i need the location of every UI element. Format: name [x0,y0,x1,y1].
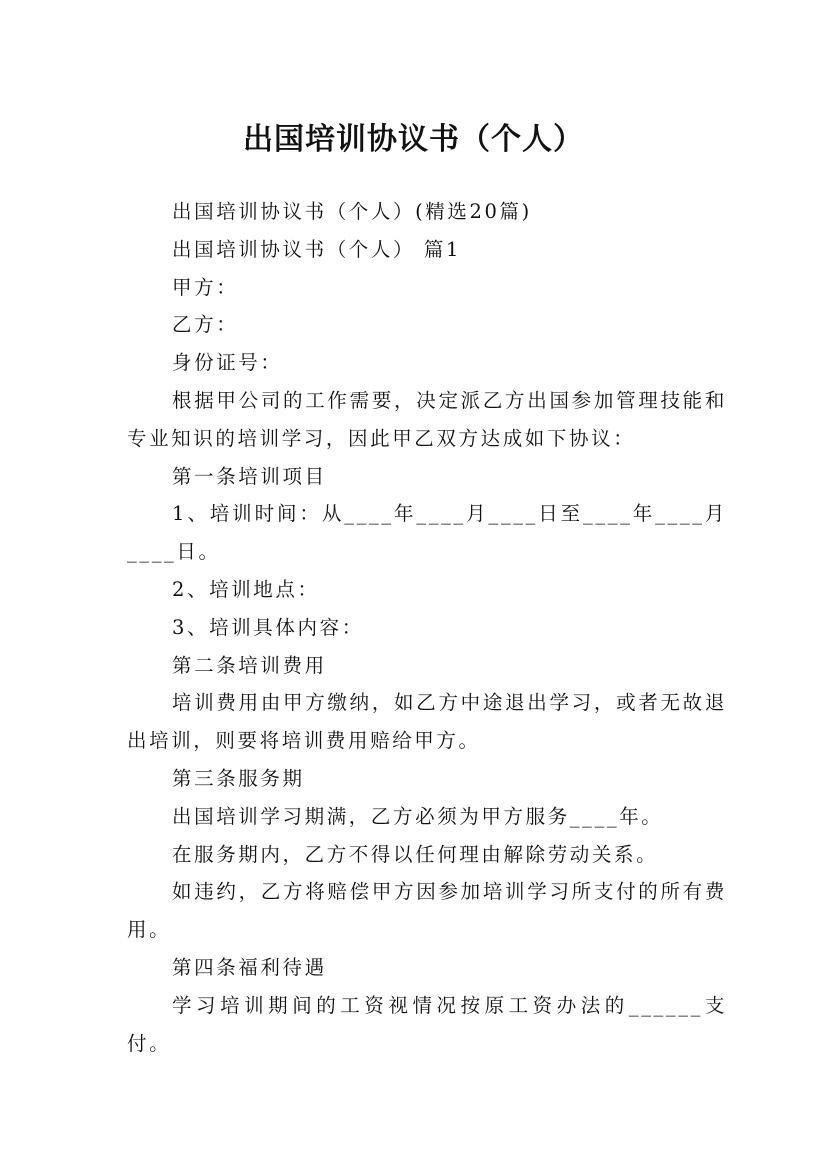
party-b-line: 乙方： [172,313,239,337]
intro-paragraph: 根据甲公司的工作需要，决定派乙方出国参加管理技能和专业知识的培训学习，因此甲乙双方达成如下协议： [127,388,727,450]
breach-compensation-paragraph: 如违约，乙方将赔偿甲方因参加培训学习所支付的所有费用。 [127,880,727,942]
service-period-line: 出国培训学习期满，乙方必须为甲方服务____年。 [172,804,664,828]
id-number-line: 身份证号： [172,351,283,375]
document-title: 出国培训协议书（个人） [243,122,584,158]
training-content-line: 3、培训具体内容： [172,615,364,639]
salary-payment-line: 学习培训期间的工资视情况按原工资办法的______支付。 [127,993,727,1055]
paragraph-section-heading: 出国培训协议书（个人） 篇1 [172,237,462,261]
article-4-heading: 第四条福利待遇 [172,955,327,979]
training-time-line: 1、培训时间：从____年____月____日至____年____月____日。 [127,502,727,564]
article-1-heading: 第一条培训项目 [172,464,327,488]
article-3-heading: 第三条服务期 [172,766,305,790]
document-body [127,193,727,1062]
training-fee-paragraph: 培训费用由甲方缴纳，如乙方中途退出学习，或者无故退出培训，则要将培训费用赔给甲方。 [127,691,727,753]
training-location-line: 2、培训地点： [172,577,320,601]
paragraph-collection-heading: 出国培训协议书（个人）(精选20篇) [172,200,532,223]
no-termination-line: 在服务期内，乙方不得以任何理由解除劳动关系。 [172,842,659,866]
party-a-line: 甲方： [172,275,239,299]
article-2-heading: 第二条培训费用 [172,653,327,677]
